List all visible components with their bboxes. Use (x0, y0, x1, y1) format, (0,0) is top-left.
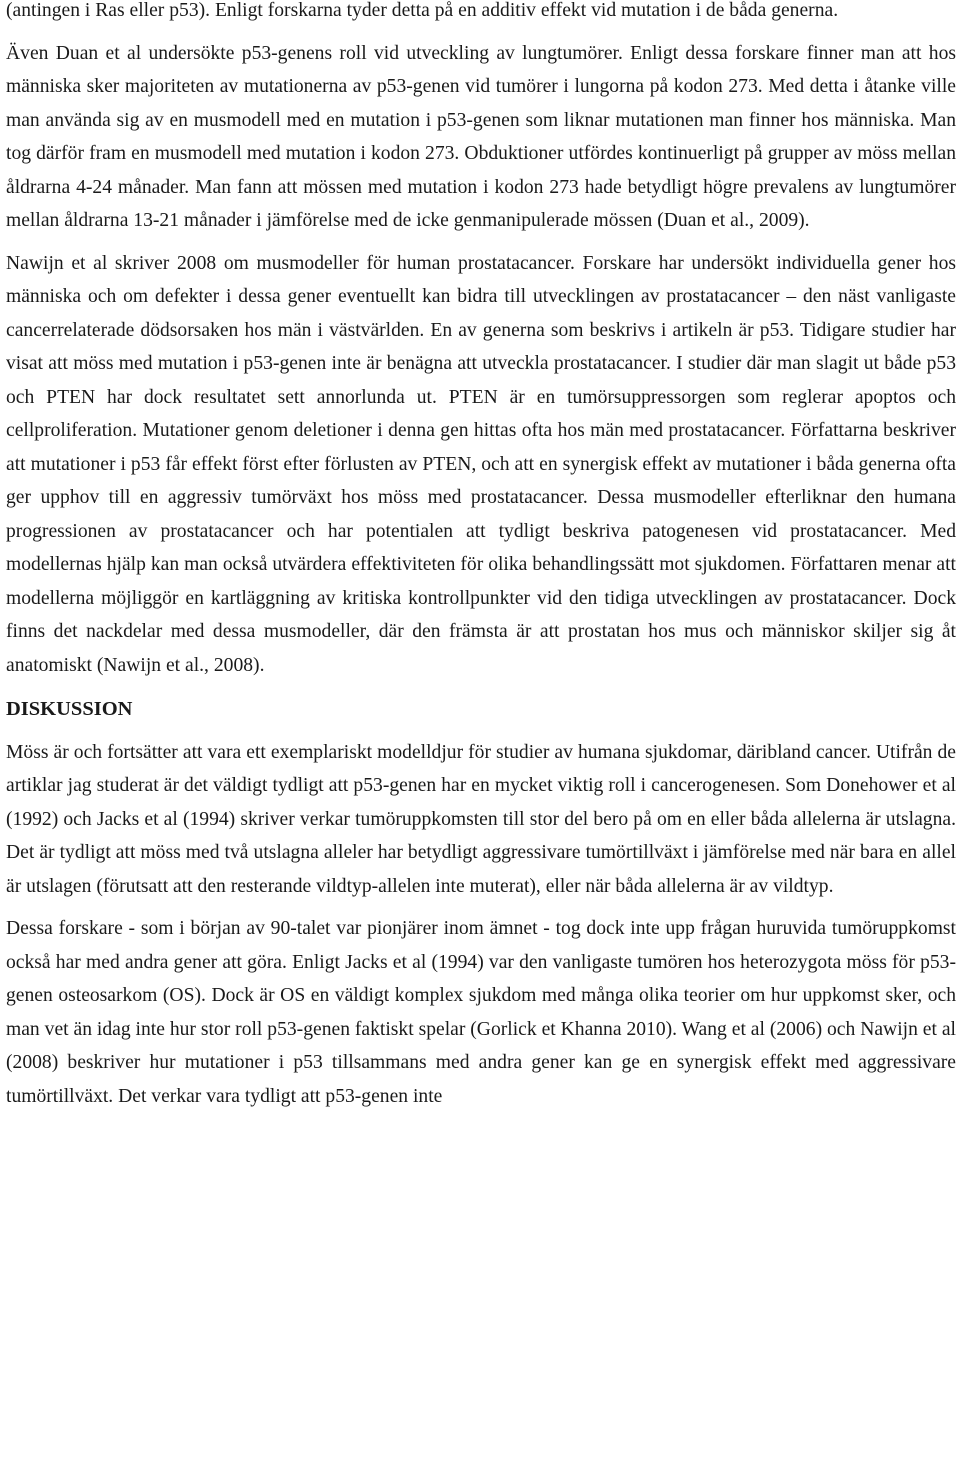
paragraph-discussion-intro: Möss är och fortsätter att vara ett exemplariskt modelldjur för studier av humana sjukdomar, däribland cancer. Utifrån de artiklar jag studerat är det väldigt tydligt att p53-genen har en mycket viktig roll i cancerogenesen. Som Donehower et al (1992) och Jacks et al (1994) skriver verkar tumöruppkomsten till stor del bero på om en eller båda allelerna är utslagna. Det är tydligt att möss med två utslagna alleler har betydligt aggressivare tumörtillväxt i jämförelse med när bara en allel är utslagen (förutsatt att den resterande vildtyp-allelen inte muterat), eller när båda allelerna är av vildtyp. (6, 741, 956, 897)
paragraph-nawijn-prostate: Nawijn et al skriver 2008 om musmodeller för human prostatacancer. Forskare har undersökt individuella gener hos människa och om defekter i dessa gener eventuellt kan bidra till utvecklingen av prostatacancer – den näst vanligaste cancerrelaterade dödsorsaken hos män i västvärlden. En av generna som beskrivs i artikeln är p53. Tidigare studier har visat att möss med mutation i p53-genen inte är benägna att utveckla prostatacancer. I studier där man slagit ut både p53 och PTEN har dock resultatet sett annorlunda ut. PTEN är en tumörsuppressorgen som reglerar apoptos och cellproliferation. Mutationer genom deletioner i denna gen hittas ofta hos män med prostatacancer. Författarna beskriver att mutationer i p53 får effekt först efter förlusten av PTEN, och att en synergisk effekt av mutationer i båda generna ofta ger upphov till en aggressiv tumörväxt hos möss med prostatacancer. Dessa musmodeller efterliknar den humana progressionen av prostatacancer och har potentialen att tydligt beskriva patogenesen vid prostatacancer. Med modellernas hjälp kan man också utvärdera effektiviteten för olika behandlingssätt mot sjukdomen. Författaren menar att modellerna möjliggör en kartläggning av kritiska kontrollpunkter vid den tidiga utvecklingen av prostatacancer. Dock finns det nackdelar med dessa musmodeller, där den främsta är att prostatan hos mus och människor skiljer sig åt anatomiskt (Nawijn et al., 2008). (6, 252, 956, 676)
document-page (6, 0, 956, 1113)
paragraph-duan-lung-tumors: Även Duan et al undersökte p53-genens roll vid utveckling av lungtumörer. Enligt dessa forskare finner man att hos människa sker majoriteten av mutationerna av p53-genen vid tumörer i lungorna på kodon 273. Med detta i åtanke ville man använda sig av en musmodell med en mutation i p53-genen som liknar mutationen man finner hos människa. Man tog därför fram en musmodell med mutation i kodon 273. Obduktioner utfördes kontinuerligt på grupper av möss mellan åldrarna 4-24 månader. Man fann att mössen med mutation i kodon 273 hade betydligt högre prevalens av lungtumörer mellan åldrarna 13-21 månader i jämförelse med de icke genmanipulerade mössen (Duan et al., 2009). (6, 42, 956, 231)
section-heading-diskussion: DISKUSSION (6, 698, 133, 720)
paragraph-discussion-researchers: Dessa forskare - som i början av 90-talet var pionjärer inom ämnet - tog dock inte upp frågan huruvida tumöruppkomst också har med andra gener att göra. Enligt Jacks et al (1994) var den vanligaste tumören hos heterozygota möss för p53-genen osteosarkom (OS). Dock är OS en väldigt komplex sjukdom med många olika teorier om hur uppkomst sker, och man vet än idag inte hur stor roll p53-genen faktiskt spelar (Gorlick et Khanna 2010). Wang et al (2006) och Nawijn et al (2008) beskriver hur mutationer i p53 tillsammans med andra gener kan ge en synergisk effekt med aggressivare tumörtillväxt. Det verkar vara tydligt att p53-genen inte (6, 918, 956, 1107)
paragraph-ras-p53: (antingen i Ras eller p53). Enligt forskarna tyder detta på en additiv effekt vid mutation i de båda generna. (6, 0, 839, 21)
